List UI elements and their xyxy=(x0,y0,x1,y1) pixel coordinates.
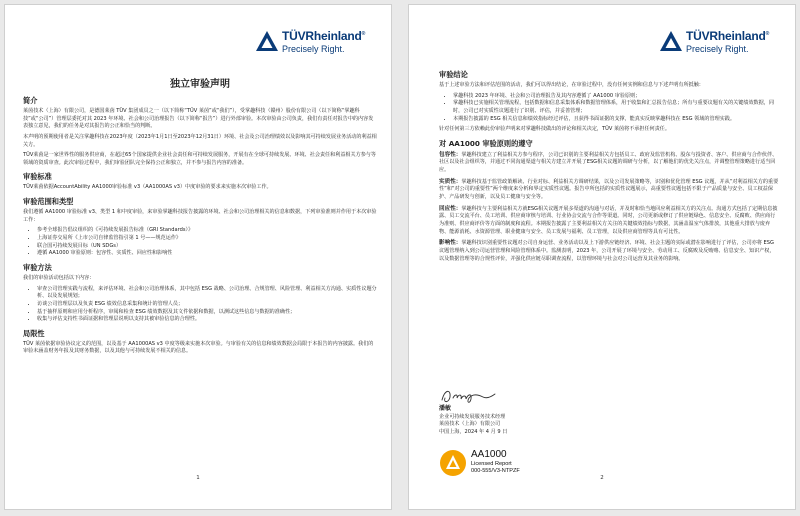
logo-brand: TÜVRheinland xyxy=(282,29,362,43)
principle-label: 包容性： xyxy=(439,151,462,158)
standard-heading: 审验标准 xyxy=(23,172,52,182)
page-1-content xyxy=(23,67,377,487)
intro-paragraph-2: 本声明的预期使用者是关注掌趣科技在2023年度（2023年1月1日至2023年12月31日）环境、社会及公司治理绩效以及影响其可持续发展业务活动的利益相关方。 xyxy=(23,133,377,148)
tuv-triangle-icon xyxy=(659,30,683,52)
list-item: • 掌趣科技 2023 年环境、社会和公司治理报告及其内容遵循了 AA1000 审验原则； xyxy=(453,93,779,101)
list-item: • 收集与评估支持性书面证据和管理层说明以支持其被审验信息的合理性。 xyxy=(37,316,377,324)
principle-impact xyxy=(439,239,779,263)
limitation-heading: 局限性 xyxy=(23,328,45,338)
principle-materiality xyxy=(439,178,779,202)
list-item: • 上海证券交易所《上市公司自律监管指引第 1 号——规范运作》 xyxy=(37,235,377,243)
principle-label: 实质性： xyxy=(439,178,462,185)
page-title: 独立审验声明 xyxy=(170,79,230,90)
conclusion-paragraph: 基于上述审验方法和评估范围的活动，我们可以得出结论，在审验过程中，没有任何实例和信息与下述声明有所抵触： xyxy=(439,82,704,88)
list-item: • 掌趣科技已实施相关管理流程，包括数据和信息采集体系和数据管理体系，用于收集和汇总报告信息；所有与重要议题有关的关键绩效数据，同时，公司已对实质性议题进行了识别、评估，并妥善管理； xyxy=(453,100,779,115)
standard-paragraph: TÜV莱茵依据AccountAbility AA1000审验标准 v3（AA1000AS v3）中度审验的要求来实施本次审验工作。 xyxy=(23,184,272,191)
conclusion-list xyxy=(439,93,779,124)
method-list xyxy=(23,286,377,324)
list-item: • 联合国可持续发展目标（UN SDGs） xyxy=(37,243,377,251)
opinion-paragraph: 针对任何第三方依赖此份审验声明来对掌趣科技做出的评论和相关决定，TÜV 莱茵将不承担任何责任。 xyxy=(439,126,670,133)
list-item: • 遵循 AA1000 审验原则：包容性、实质性、回应性和影响性 xyxy=(37,250,377,258)
signer-date: 中国上海，2024 年 4 月 9 日 xyxy=(439,428,508,435)
list-item: • 本期报告披露的 ESG 相关信息和绩效指标经过评估，且获得书面证据的支撑，能真实反映掌趣科技在 ESG 领域的管理实践。 xyxy=(453,116,779,124)
logo-brand: TÜVRheinland xyxy=(686,29,766,43)
aa1000-license-code: 000-555/V3-NTPZF xyxy=(471,468,520,474)
intro-paragraph-1: 莱茵技术（上海）有限公司，是德国莱茵 TÜV 集团成员之一（以下简称“TÜV 莱茵”或“我们”），受掌趣科技（赣州）股份有限公司（以下简称“掌趣科技”或“公司”）管理层委托对其 2023 年环境、社会和公司治理报告（以下简称“报告”）进行外部审验。本次审验由公司负责，我们有责任对报告中的内容发表独立意见，我们的任务是对其报告的公正和恰当的判断。 xyxy=(23,108,374,130)
signer-company: 莱茵技术（上海）有限公司 xyxy=(439,421,501,428)
aa1000-badge-icon xyxy=(439,449,467,477)
aa1000-licensed-report: Licensed Report xyxy=(471,461,512,467)
principle-inclusivity xyxy=(439,151,779,175)
limitation-paragraph: TÜV 莱茵依据审验协议定义的范围，以及基于 AA1000AS v3 中度等级来实施本次审验。与审验有关的信息和绩效数据会局限于本报告的内容披露。我们的审验未涵盖财务年报及其财务数据，以及其他与可持续发展不相关的信息。 xyxy=(23,340,374,355)
list-item: • 参考全球报告倡议组织的《可持续发展报告标准（GRI Standards）》 xyxy=(37,227,377,235)
tuv-logo xyxy=(659,29,785,59)
list-item: • 访谈公司管理层以及负责 ESG 绩效信息采集和统计的管理人员； xyxy=(37,301,377,309)
page-number: 1 xyxy=(196,475,200,481)
document-page-2 xyxy=(408,4,796,510)
scope-list xyxy=(23,227,377,258)
principle-label: 回应性： xyxy=(439,205,462,212)
document-page-1 xyxy=(4,4,392,510)
principle-responsiveness xyxy=(439,205,779,237)
logo-registered: ® xyxy=(765,31,770,37)
signer-title: 企业可持续发展服务技术经理 xyxy=(439,414,506,420)
aa1000-title: AA1000 xyxy=(471,449,507,460)
tuv-logo xyxy=(255,29,381,59)
scope-paragraph: 我们遵循 AA1000 审验标准 v3、类型 1 和中度审验，来审验掌趣科技报告披露的环境、社会和公司治理相关的信息和数据，下列审验准则并作用于本次审验工作： xyxy=(23,209,377,223)
page-2-content xyxy=(439,65,779,369)
aa1000-heading: 对 AA1000 审验原则的遵守 xyxy=(439,138,533,148)
logo-registered: ® xyxy=(361,31,366,37)
conclusion-heading: 审验结论 xyxy=(439,70,468,79)
method-heading: 审验方法 xyxy=(23,262,52,272)
signer-block xyxy=(439,403,639,436)
tuv-triangle-icon xyxy=(255,30,279,52)
principle-label: 影响性： xyxy=(439,240,462,247)
logo-tagline: Precisely Right. xyxy=(686,44,749,54)
principle-text: 掌趣科技基于监管政策解读、行业对标、利益相关方调研结果，以及公司发展策略等，识别和优化管理 ESG 议题，并从“对利益相关方的重要性”和“对公司的重要性”两个维度来分析和界定实质性议题。报告中所包括的实质性议题展示，高重要性议题包括不限于产品质量与安全、员工权益保护、产品研发与创新，以及员工健康与安全等。 xyxy=(439,178,779,201)
scope-heading: 审验范围和类型 xyxy=(23,197,74,207)
logo-tagline: Precisely Right. xyxy=(282,44,345,54)
principle-text: 掌趣科技建立了利益相关方参与程序，公司已识别的主要利益相关方包括员工、政府及监管机构、股东与投资者、客户、供应商与合作伙伴、社区以及社会组织等，并通过不同沟通渠道与相关方建立并开展了ESG相关议题的调研与分析，以了解他们的优先关注点，并调整管理策略进行适当回应。 xyxy=(439,151,778,174)
page-number: 2 xyxy=(600,475,604,481)
aa1000-licensed-report-logo xyxy=(439,449,589,489)
list-item: • 基于抽样原则和应用分析程序，审阅和检查 ESG 绩效数据及其文件依据和数据，以测试这些信息与数据的准确性； xyxy=(37,309,377,317)
intro-paragraph-3: TÜV莱茵是一家世界性的服务供应商，在超过65个国家提供企业社会责任和可持续发展服务，开展有在全球可持续发展、环境、社会责任和利益相关方参与等领域的资质审查。此次审验过程中，我们审验团队完全保持公正和独立，并不参与报告内容的准备。 xyxy=(23,152,376,166)
intro-heading: 简介 xyxy=(23,96,38,105)
signer-name: 潘敏 xyxy=(439,405,452,412)
principle-text: 掌趣科技识别重要性议题对公司自身运营、业务活动以及上下游供应链经济、环境、社会主题的实际或潜在影响进行了评估，公司亦将 ESG 议题管理纳入到公司运营管理和风险管理体系中。监测表明，2023 年，公司开展了环境与安全、劳动用工、反腐败及反贿赂、信息安全、知识产权，以及数据管理等的合规性评价，并强化供应链尽职调查流程，以管理环境与社会对公司运营及其业务的影响。 xyxy=(439,240,775,262)
list-item: • 审查公司管理实践与流程，来评估环境、社会和公司治理体系，其中包括 ESG 战略、公司治理、合规管理、风险管理、利益相关方沟通、实质性议题分析、以及发展规划； xyxy=(37,286,377,301)
method-paragraph: 我们的审验活动包括以下内容： xyxy=(23,274,95,281)
principle-text: 掌趣科技与主要利益相关方就ESG相关议题开展多渠道的沟通与对话，并及时和恰当地回应利益相关方的关注点。沟通方式包括了定期信息披露、员工交流平台、员工培训、供应商审核与培训、行业协会交流与合作等渠道。同时，公司更新或修订了供应链绿色、信息安全、反腐败、供应商行为准则、供应商评价等方面的制度和流程。本期报告披露了主要利益相关方关注的关键绩效指标与数据，其涵盖温室气体排放，其他重大排放与废弃物、能源消耗、水资源管理、职业健康与安全、员工发展与福利、员工管理，以及供应商管理等具有可比性。 xyxy=(439,205,778,235)
